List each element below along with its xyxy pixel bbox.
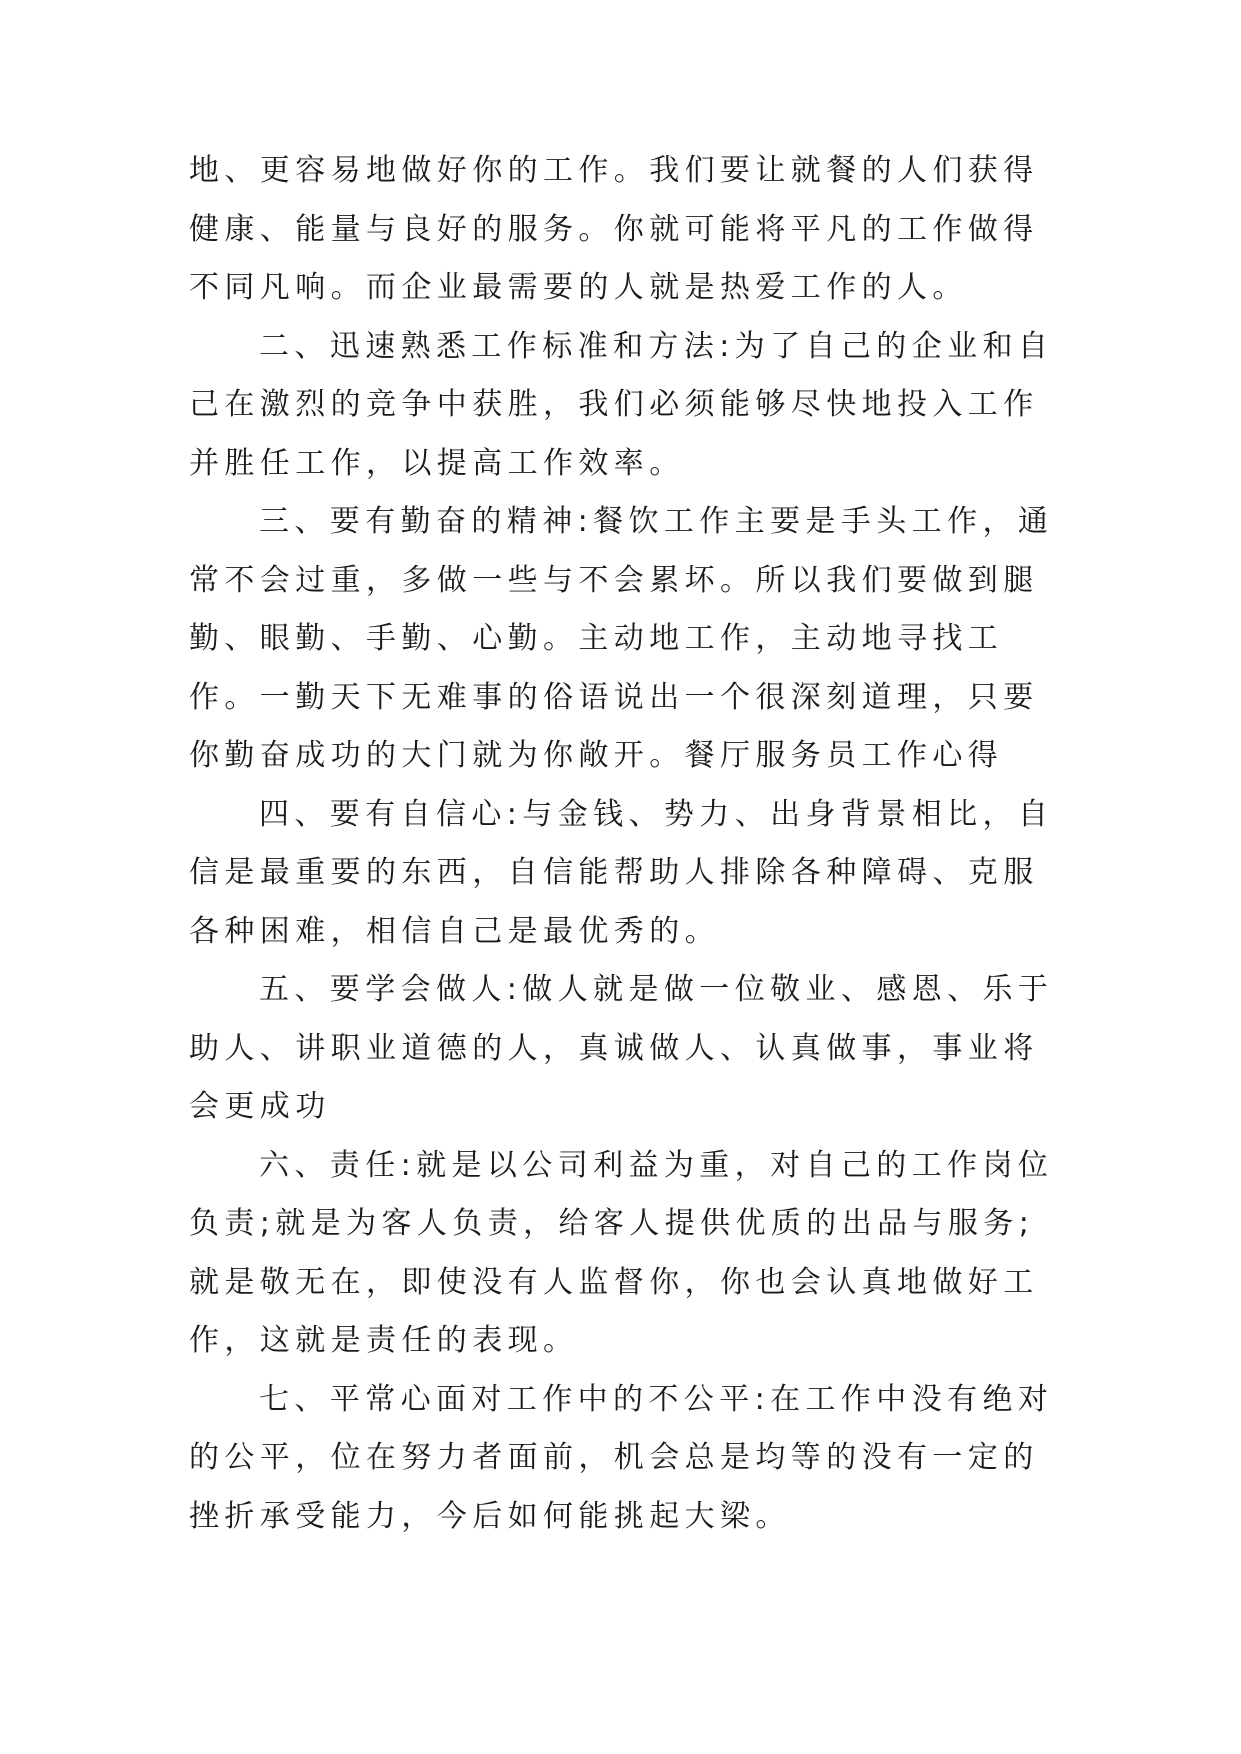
paragraph-section-7: 七、平常心面对工作中的不公平:在工作中没有绝对的公平，位在努力者面前，机会总是均等的没有一定的挫折承受能力，今后如何能挑起大梁。 xyxy=(189,1381,1054,1534)
document-body xyxy=(189,142,1069,1546)
paragraph-section-4: 四、要有自信心:与金钱、势力、出身背景相比，自信是最重要的东西，自信能帮助人排除各种障碍、克服各种困难，相信自己是最优秀的。 xyxy=(189,796,1054,949)
paragraph-section-2: 二、迅速熟悉工作标准和方法:为了自己的企业和自己在激烈的竞争中获胜，我们必须能够尽快地投入工作并胜任工作，以提高工作效率。 xyxy=(189,328,1054,481)
paragraph-section-6: 六、责任:就是以公司利益为重，对自己的工作岗位负责;就是为客人负责，给客人提供优质的出品与服务;就是敬无在，即使没有人监督你，你也会认真地做好工作，这就是责任的表现。 xyxy=(189,1147,1054,1358)
paragraph-continued: 地、更容易地做好你的工作。我们要让就餐的人们获得健康、能量与良好的服务。你就可能将平凡的工作做得不同凡响。而企业最需要的人就是热爱工作的人。 xyxy=(189,153,1039,305)
paragraph-section-3: 三、要有勤奋的精神:餐饮工作主要是手头工作，通常不会过重，多做一些与不会累坏。所以我们要做到腿勤、眼勤、手勤、心勤。主动地工作，主动地寻找工作。一勤天下无难事的俗语说出一个很深刻道理，只要你勤奋成功的大门就为你敞开。餐厅服务员工作心得 xyxy=(189,504,1054,773)
paragraph-section-5: 五、要学会做人:做人就是做一位敬业、感恩、乐于助人、讲职业道德的人，真诚做人、认真做事，事业将会更成功 xyxy=(189,972,1054,1124)
